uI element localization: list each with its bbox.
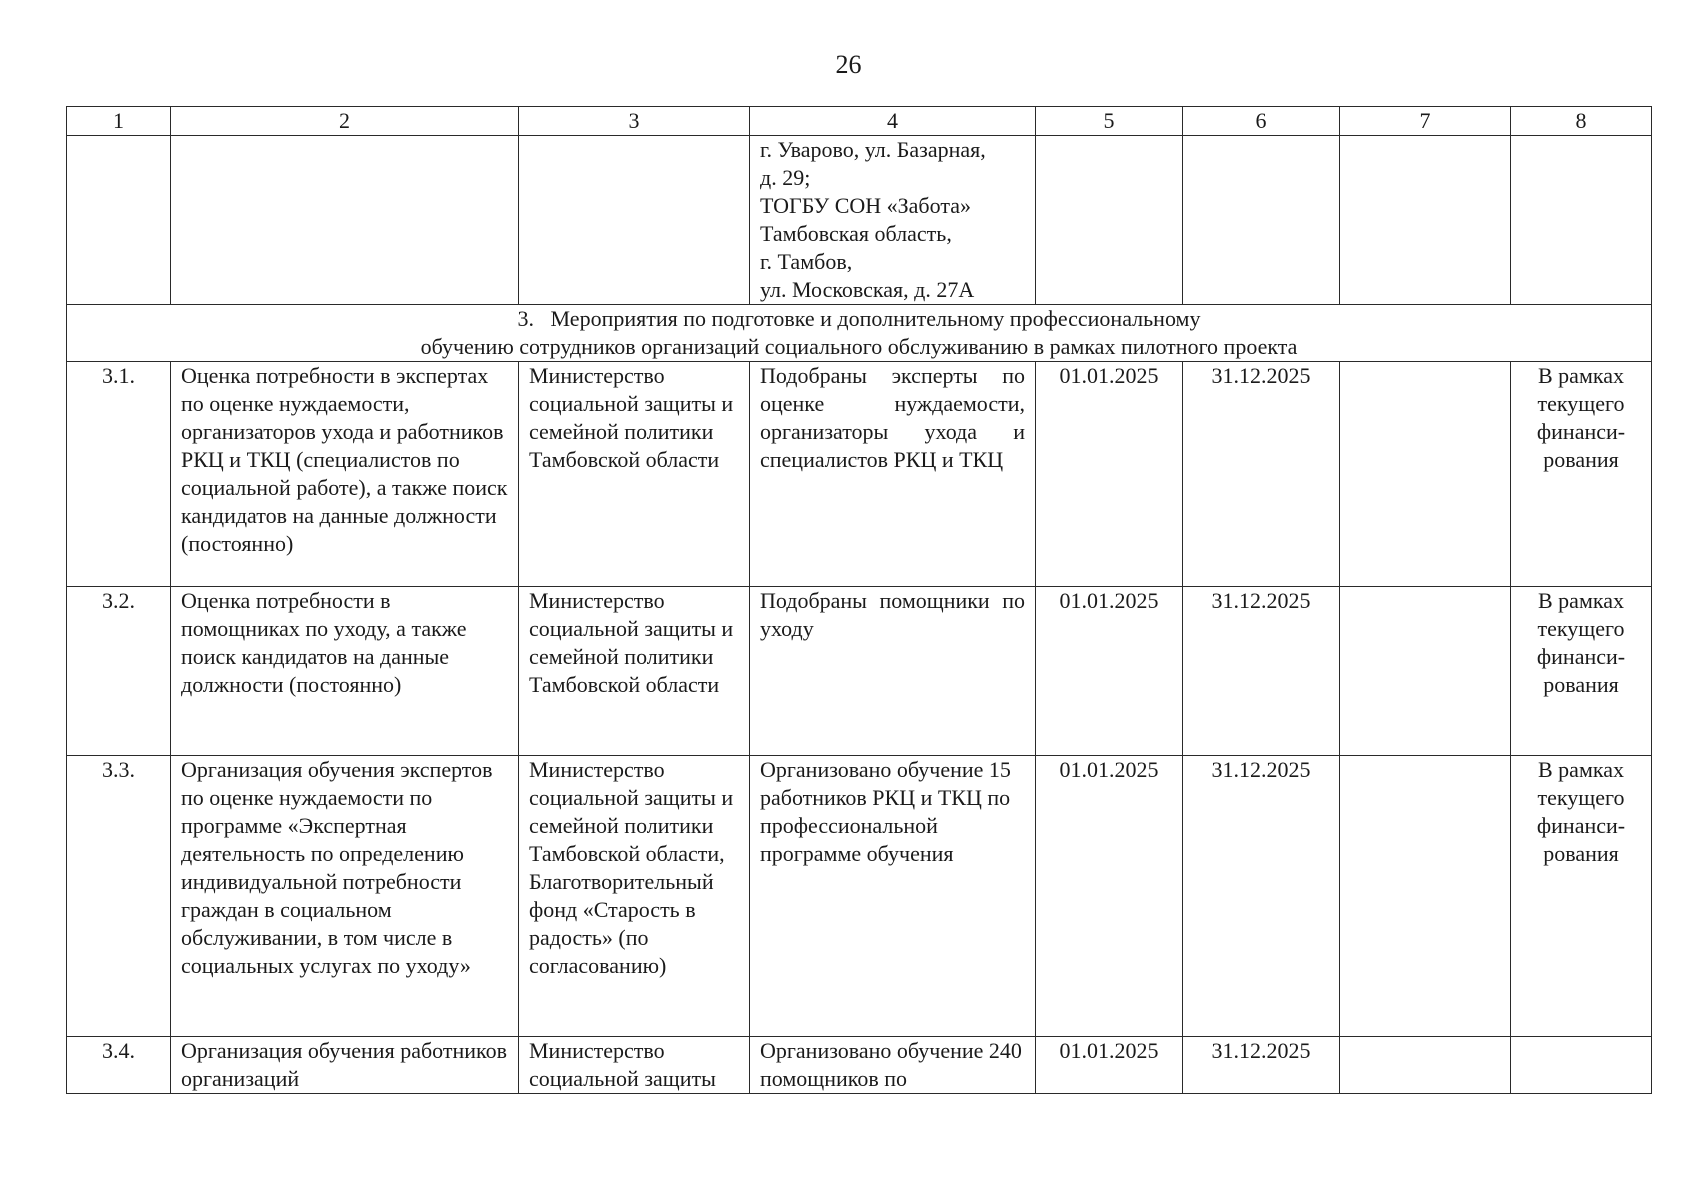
address-line: д. 29;: [760, 165, 811, 190]
row-number: 3.1.: [67, 362, 171, 587]
table-row: [67, 362, 1652, 587]
address-line: г. Тамбов,: [760, 249, 853, 274]
end-date: 31.12.2025: [1183, 1037, 1340, 1094]
start-date: 01.01.2025: [1036, 756, 1183, 1037]
table-cell: [1183, 136, 1340, 305]
expected-result: Организовано обучение 240 помощников по: [750, 1037, 1036, 1094]
executor: Министерство социальной защиты и семейной политики Тамбовской области: [519, 587, 750, 756]
activity-name: Организация обучения экспертов по оценке нуждаемости по программе «Экспертная деятельность по определению индивидуальной потребности граждан в социальном обслуживании, в том числе в социальных услугах по уходу»: [171, 756, 519, 1037]
section-heading-line: 3. Мероприятия по подготовке и дополнительному профессиональному: [517, 306, 1201, 331]
column-7-cell: [1340, 587, 1511, 756]
address-line: ТОГБУ СОН «Забота»: [760, 193, 971, 218]
funding-source: [1511, 1037, 1652, 1094]
address-cell: [750, 136, 1036, 305]
funding-source: В рамках текущего финанси-рования: [1511, 756, 1652, 1037]
col-header: 3: [519, 107, 750, 136]
address-line: ул. Московская, д. 27А: [760, 277, 975, 302]
funding-source: В рамках текущего финанси-рования: [1511, 362, 1652, 587]
executor: Министерство социальной защиты и семейной политики Тамбовской области: [519, 362, 750, 587]
section-heading-line: обучению сотрудников организаций социального обслуживанию в рамках пилотного проекта: [420, 334, 1298, 359]
funding-source: В рамках текущего финанси-рования: [1511, 587, 1652, 756]
table-cell: [1511, 136, 1652, 305]
table-cell: [519, 136, 750, 305]
section-heading: [67, 305, 1652, 362]
row-number: 3.2.: [67, 587, 171, 756]
end-date: 31.12.2025: [1183, 362, 1340, 587]
column-7-cell: [1340, 756, 1511, 1037]
section-heading-row: [67, 305, 1652, 362]
start-date: 01.01.2025: [1036, 1037, 1183, 1094]
table-row: [67, 756, 1652, 1037]
expected-result: Подобраны помощники по уходу: [750, 587, 1036, 756]
column-7-cell: [1340, 1037, 1511, 1094]
table-cell: [1036, 136, 1183, 305]
start-date: 01.01.2025: [1036, 362, 1183, 587]
address-line: г. Уварово, ул. Базарная,: [760, 137, 986, 162]
expected-result: Подобраны эксперты по оценке нуждаемости, организаторы ухода и специалистов РКЦ и ТКЦ: [750, 362, 1036, 587]
col-header: 2: [171, 107, 519, 136]
activity-name: Оценка потребности в помощниках по уходу, а также поиск кандидатов на данные должности (постоянно): [171, 587, 519, 756]
col-header: 1: [67, 107, 171, 136]
col-header: 4: [750, 107, 1036, 136]
col-header: 8: [1511, 107, 1652, 136]
start-date: 01.01.2025: [1036, 587, 1183, 756]
executor: Министерство социальной защиты и семейной политики Тамбовской области, Благотворительный фонд «Старость в радость» (по согласованию): [519, 756, 750, 1037]
activity-name: Оценка потребности в экспертах по оценке нуждаемости, организаторов ухода и работников РКЦ и ТКЦ (специалистов по социальной работе), а также поиск кандидатов на данные должности (постоянно): [171, 362, 519, 587]
row-number: 3.4.: [67, 1037, 171, 1094]
continuation-row: [67, 136, 1652, 305]
end-date: 31.12.2025: [1183, 756, 1340, 1037]
column-7-cell: [1340, 362, 1511, 587]
page-number: 26: [835, 50, 862, 79]
plan-table: [66, 106, 1652, 1094]
table-row: [67, 1037, 1652, 1094]
activity-name: Организация обучения работников организаций: [171, 1037, 519, 1094]
col-header: 6: [1183, 107, 1340, 136]
table-cell: [1340, 136, 1511, 305]
row-number: 3.3.: [67, 756, 171, 1037]
end-date: 31.12.2025: [1183, 587, 1340, 756]
table-cell: [171, 136, 519, 305]
address-line: Тамбовская область,: [760, 221, 952, 246]
table-cell: [67, 136, 171, 305]
table-row: [67, 587, 1652, 756]
col-header: 5: [1036, 107, 1183, 136]
col-header: 7: [1340, 107, 1511, 136]
column-number-header: [67, 107, 1652, 136]
executor: Министерство социальной защиты: [519, 1037, 750, 1094]
expected-result: Организовано обучение 15 работников РКЦ и ТКЦ по профессиональной программе обучения: [750, 756, 1036, 1037]
